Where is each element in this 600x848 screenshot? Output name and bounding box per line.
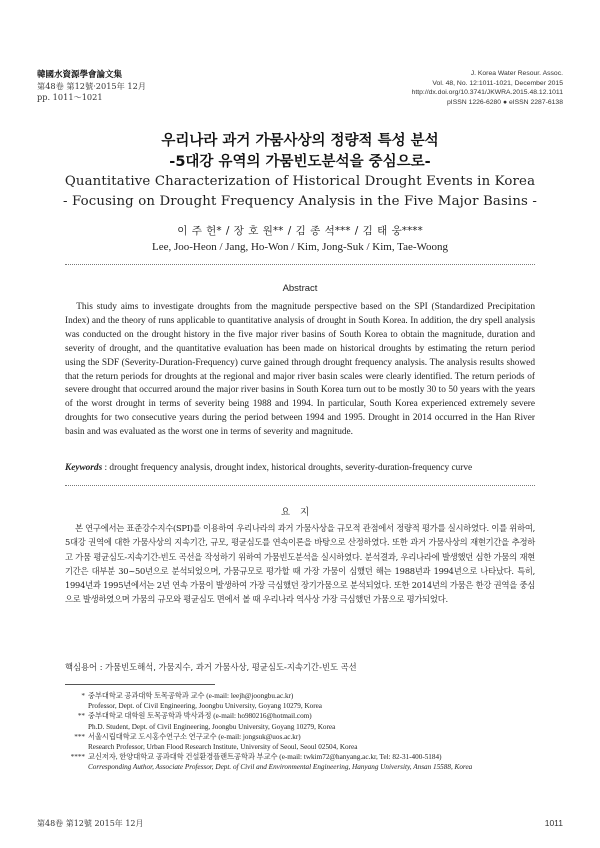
footnote-line: 중부대학교 대학원 토목공학과 박사과정 (e-mail: ho980216@hotmail.com): [88, 712, 312, 721]
footnote-line: Research Professor, Urban Flood Research Institute, University of Seoul, Seoul 02504, Korea: [88, 743, 358, 752]
footnote-mark: ****: [70, 753, 85, 762]
footnote: [65, 762, 535, 772]
footnote-mark: ***: [74, 732, 85, 741]
footnote-line: 중부대학교 공과대학 토목공학과 교수 (e-mail: leejh@joongbu.ac.kr): [88, 692, 294, 700]
keywords-ko-list: : 가뭄빈도해석, 가뭄지수, 과거 가뭄사상, 평균심도-지속기간-빈도 곡선: [97, 662, 357, 672]
footnote-line: Ph.D. Student, Dept. of Civil Engineering, Joongbu University, Goyang 10279, Korea: [88, 722, 336, 731]
keywords-label: Keywords: [65, 463, 103, 473]
footnote: [65, 711, 535, 721]
footnotes: [65, 691, 535, 773]
abstract-body: This study aims to investigate droughts from the magnitude perspective based on the SPI (Standardized Precipitation Index) and the theory of runs applicable to quantitative analysis of drought in South Korea. In addition, the dry spell analysis was conducted on the drought history in the five major river basins of South Korea to obtain the magnitude, duration and severity of drought, and the quantitative evaluation has been made on historical droughts by estimating the return period using the SDF (Severity-Duration-Frequency) curve gained through drought frequency analysis. The analysis results showed that the return periods for droughts at the regional and major river basin scales were clearly identified. The return periods of severe drought that occurred around the major river basins in South Korea turn out to be mostly 30 to 50 years with the years of the worst drought in terms of severity being 1988 and 1994. In particular, South Korea experienced extremely severe droughts for two consecutive years during the period between 1994 and 1995. Drought in 2014 occurred in the Han River basin and was evaluated as the worst one in terms of severity and magnitude.: [65, 302, 535, 438]
footnote: [65, 701, 535, 711]
yoji-heading: 요지: [280, 507, 320, 518]
footnote: [65, 732, 535, 742]
volume-en: Vol. 48, No. 12:1011-1021, December 2015: [432, 79, 563, 87]
keywords-ko-label: 핵심용어: [65, 662, 98, 672]
footnote-line: Professor, Dept. of Civil Engineering, Joongbu University, Goyang 10279, Korea: [88, 702, 322, 711]
issn: pISSN 1226-6280 ● eISSN 2287-6138: [447, 98, 563, 106]
page-range: pp. 1011～1021: [37, 92, 103, 102]
footnote: [65, 742, 535, 752]
footnote-line: Corresponding Author, Associate Professor, Dept. of Civil and Environmental Engineering, Hanyang University, Ansan 15588, Korea: [88, 763, 473, 772]
yoji-body: 본 연구에서는 표준강수지수(SPI)를 이용하여 우리나라의 과거 가뭄사상을 규모적 관점에서 정량적 평가를 실시하였다. 이를 위하여, 5대강 권역에 대한 가뭄사상의 지속기간, 규모, 평균심도를 연속이론을 바탕으로 산정하였다. 또한 과거 가뭄사상의 재현기간을 추정하고 가뭄 평균심도-지속기간-빈도 곡선을 작성하기 위하여 가뭄빈도분석을 실시하였다. 분석결과, 우리나라에 발생했던 심한 가뭄의 재현기간은 대부분 30~50년으로 분석되었으며, 가뭄규모로 평가할 때 가장 가뭄이 심했던 해는 1988년과 1994년으로 나타났다. 특히, 1994년과 1995년에서는 2년 연속 가뭄이 발생하여 가장 극심했던 장기가뭄으로 분석되었다. 또한 2014년의 가뭄은 한강 권역을 중심으로 발생하였으며 가뭄의 규모와 평균심도 면에서 볼 때 우리나라 역사상 가장 극심했던 가뭄으로 평가되었다.: [65, 523, 535, 605]
keywords-en: [65, 463, 535, 473]
authors-ko: 이 주 헌* / 장 호 원** / 김 종 석*** / 김 태 웅****: [177, 225, 423, 237]
footnote-mark: **: [77, 712, 85, 721]
footnote: [65, 691, 535, 701]
footnote: [65, 752, 535, 762]
title-en-line1: Quantitative Characterization of Historical Drought Events in Korea: [64, 174, 536, 189]
page-number: 1011: [544, 818, 563, 828]
divider: [65, 264, 535, 265]
journal-header-left: [37, 70, 146, 103]
keywords-ko: [65, 661, 535, 673]
divider: [65, 485, 535, 486]
footnote-rule: [65, 684, 215, 685]
volume-ko: 第48卷 第12號·2015年 12月: [37, 81, 147, 91]
authors-en: Lee, Joo-Heon / Jang, Ho-Won / Kim, Jong-Suk / Kim, Tae-Woong: [151, 241, 449, 253]
title-en-line2: - Focusing on Drought Frequency Analysis in the Five Major Basins -: [62, 194, 538, 209]
footer-volume: 第48卷 第12號 2015年 12月: [37, 819, 144, 828]
keywords-list: : drought frequency analysis, drought index, historical droughts, severity-duration-frequency curve: [102, 463, 473, 473]
footnote: [65, 722, 535, 732]
journal-header-right: [412, 69, 563, 107]
footnote-line: 교신저자, 한양대학교 공과대학 건설환경플랜트공학과 부교수 (e-mail: twkim72@hanyang.ac.kr, Tel: 82-31-400-5184): [88, 753, 442, 762]
footnote-mark: *: [81, 692, 85, 700]
title-ko-line2: -5대강 유역의 가뭄빈도분석을 중심으로-: [169, 154, 431, 170]
abstract-heading: Abstract: [282, 283, 318, 294]
doi-link[interactable]: http://dx.doi.org/10.3741/JKWRA.2015.48.12.1011: [411, 89, 563, 96]
title-ko-line1: 우리나라 과거 가뭄사상의 정량적 특성 분석: [161, 133, 439, 149]
journal-name-en: J. Korea Water Resour. Assoc.: [470, 70, 563, 77]
footnote-line: 서울시립대학교 도시홍수연구소 연구교수 (e-mail: jongsuk@uos.ac.kr): [88, 732, 301, 741]
journal-name-ko: 韓國水資源學會論文集: [37, 70, 123, 80]
